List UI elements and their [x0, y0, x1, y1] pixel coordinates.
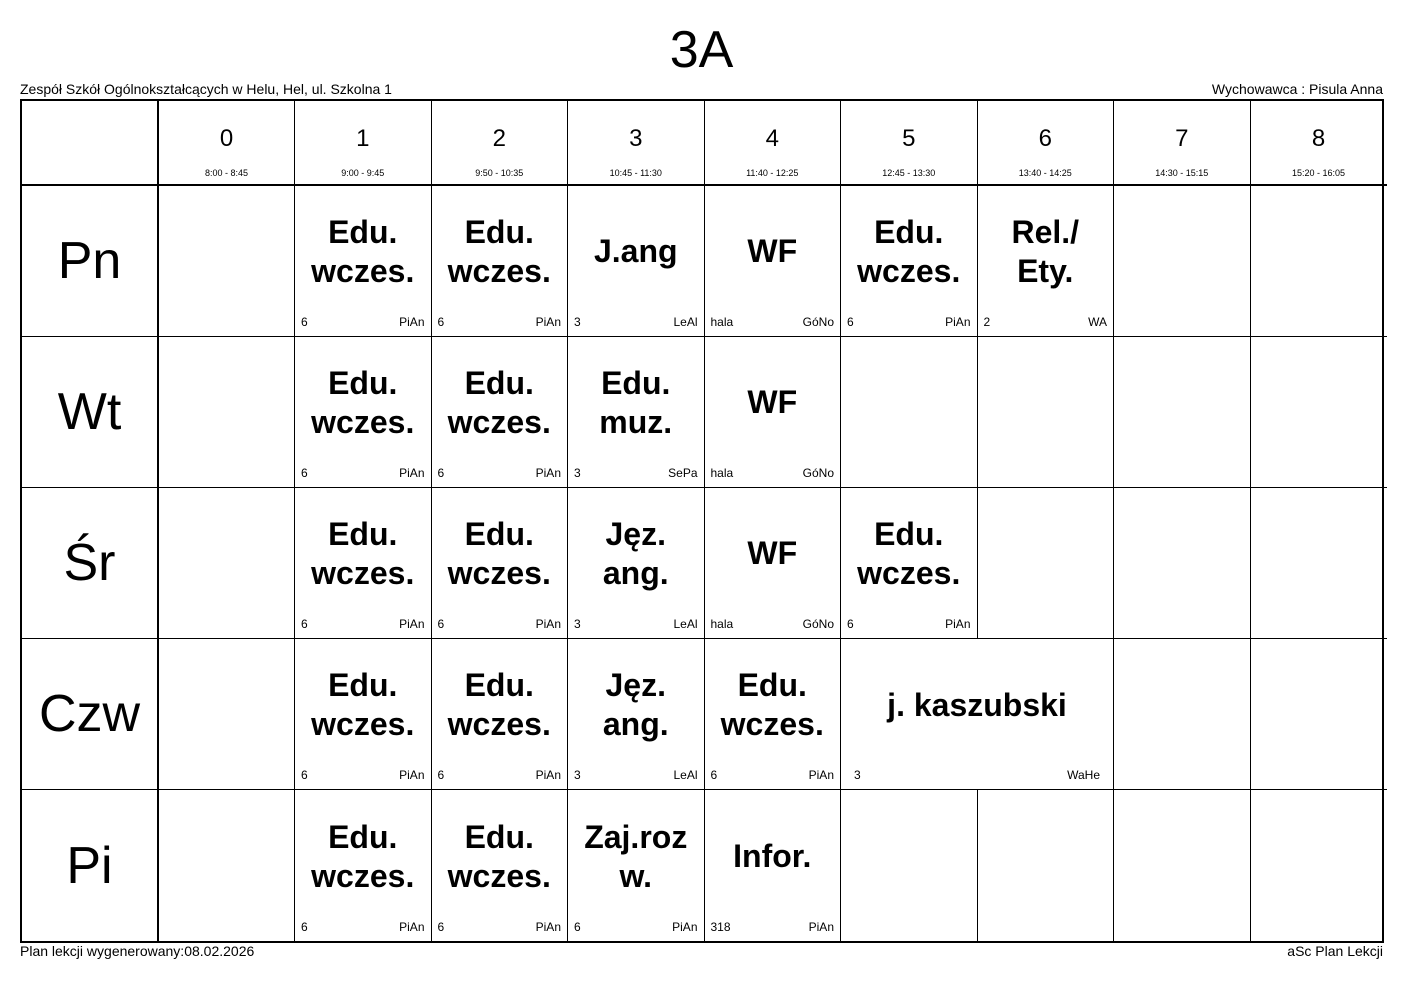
day-label: Pn [22, 185, 158, 336]
period-header [158, 101, 295, 185]
lesson-room: 3 [854, 768, 861, 783]
lesson-cell [431, 185, 568, 336]
lesson-subject: Edu. wczes. [857, 213, 961, 289]
lesson-teacher: LeAl [673, 617, 698, 632]
lesson-cell [704, 487, 841, 638]
period-time: 14:30 - 15:15 [1155, 168, 1209, 178]
lesson-subject: J.ang [593, 233, 678, 270]
lesson-cell [704, 336, 841, 487]
period-number: 5 [902, 125, 916, 152]
empty-slot [1250, 185, 1387, 336]
lesson-room: 3 [574, 314, 581, 329]
lesson-room: 6 [437, 768, 445, 783]
lesson-teacher: PiAn [535, 920, 561, 934]
empty-slot [977, 336, 1114, 487]
lesson-cell [568, 487, 705, 638]
lesson-subject: Edu. wczes. [311, 515, 415, 591]
day-label: Śr [22, 487, 158, 638]
lesson-cell [431, 639, 568, 790]
lesson-subject: Jęz. ang. [602, 515, 669, 591]
page-title: 3A [669, 21, 734, 79]
lesson-cell [431, 487, 568, 638]
lesson-subject: Edu. wczes. [720, 667, 824, 743]
period-number: 1 [356, 125, 370, 152]
lesson-teacher: WA [1088, 314, 1107, 329]
period-number: 4 [765, 125, 779, 152]
lesson-cell [295, 487, 432, 638]
lesson-teacher: PiAn [672, 920, 698, 934]
period-header [704, 101, 841, 185]
period-time: 15:20 - 16:05 [1291, 168, 1346, 178]
lesson-room: 6 [301, 617, 308, 632]
empty-slot [1250, 790, 1387, 941]
lesson-subject: WF [747, 384, 798, 421]
lesson-cell [295, 790, 432, 941]
lesson-subject: Jęz. ang. [602, 667, 669, 743]
lesson-teacher: PiAn [399, 465, 425, 480]
lesson-room: 6 [301, 314, 308, 329]
period-time: 8:00 - 8:45 [204, 168, 249, 178]
lesson-teacher: GóNo [802, 314, 834, 329]
empty-slot [841, 336, 978, 487]
lesson-subject: Infor. [733, 838, 812, 875]
lesson-cell [295, 336, 432, 487]
lesson-subject: Rel./ Ety. [1011, 213, 1080, 289]
lesson-cell [704, 185, 841, 336]
lesson-teacher: PiAn [808, 920, 834, 934]
lesson-teacher: SePa [668, 465, 698, 480]
generated-date: Plan lekcji wygenerowany:08.02.2026 [20, 943, 255, 959]
lesson-teacher: PiAn [535, 465, 561, 480]
lesson-cell [568, 790, 705, 941]
empty-slot [1250, 336, 1387, 487]
lesson-cell [841, 185, 978, 336]
lesson-cell [295, 185, 432, 336]
empty-slot [158, 790, 295, 941]
lesson-room: 6 [847, 617, 854, 632]
lesson-subject: Edu. wczes. [311, 818, 415, 894]
period-header [568, 101, 705, 185]
school-name: Zespół Szkół Ogólnokształcących w Helu, Hel, ul. Szkolna 1 [20, 81, 392, 97]
period-number: 7 [1175, 125, 1189, 152]
period-header [295, 101, 432, 185]
day-label: Wt [22, 336, 158, 487]
period-number: 0 [219, 125, 234, 152]
lesson-room: hala [710, 465, 734, 480]
lesson-teacher: WaHe [1067, 768, 1100, 783]
lesson-subject: Zaj.roz w. [584, 818, 688, 894]
empty-slot [1250, 487, 1387, 638]
lesson-teacher: LeAl [673, 314, 698, 329]
lesson-teacher: PiAn [399, 920, 425, 934]
period-time: 11:40 - 12:25 [746, 168, 799, 178]
timetable-grid [20, 99, 1384, 943]
lesson-subject: WF [747, 233, 798, 270]
lesson-cell [841, 639, 1114, 790]
period-header [1114, 101, 1251, 185]
day-label: Czw [22, 639, 158, 790]
lesson-teacher: GóNo [802, 617, 834, 632]
lesson-cell [568, 639, 705, 790]
timetable-table [22, 101, 1387, 941]
period-number: 3 [629, 125, 643, 152]
lesson-cell [841, 487, 978, 638]
period-time: 9:50 - 10:35 [475, 168, 524, 178]
corner-cell [22, 101, 158, 185]
lesson-subject: Edu. wczes. [447, 667, 551, 743]
lesson-teacher: PiAn [535, 617, 561, 632]
lesson-room: 6 [437, 920, 445, 934]
lesson-cell [295, 639, 432, 790]
lesson-cell [704, 790, 841, 941]
period-header [1250, 101, 1387, 185]
lesson-subject: Edu. wczes. [447, 818, 551, 894]
period-number: 6 [1038, 125, 1052, 152]
lesson-room: 6 [301, 768, 308, 783]
period-number: 2 [492, 125, 506, 152]
lesson-subject: Edu. muz. [599, 364, 673, 440]
lesson-teacher: PiAn [535, 314, 561, 329]
lesson-teacher: PiAn [945, 617, 971, 632]
software-name: aSc Plan Lekcji [1287, 943, 1383, 959]
lesson-cell [431, 790, 568, 941]
lesson-teacher: PiAn [399, 768, 425, 783]
lesson-subject: Edu. wczes. [311, 213, 415, 289]
empty-slot [1114, 639, 1251, 790]
empty-slot [977, 487, 1114, 638]
lesson-room: 6 [437, 617, 445, 632]
lesson-subject: j. kaszubski [887, 686, 1067, 723]
lesson-room: hala [710, 617, 734, 632]
lesson-teacher: PiAn [399, 617, 425, 632]
lesson-subject: Edu. wczes. [311, 364, 415, 440]
day-label: Pi [22, 790, 158, 941]
lesson-room: 3 [574, 768, 581, 783]
empty-slot [158, 639, 295, 790]
lesson-teacher: LeAl [673, 768, 698, 783]
empty-slot [1250, 639, 1387, 790]
lesson-room: 6 [574, 920, 581, 934]
period-number: 8 [1311, 125, 1326, 152]
lesson-cell [431, 336, 568, 487]
class-teacher: Wychowawca : Pisula Anna [1211, 81, 1383, 97]
lesson-subject: Edu. wczes. [311, 667, 415, 743]
empty-slot [158, 487, 295, 638]
lesson-teacher: PiAn [808, 768, 834, 783]
empty-slot [1114, 487, 1251, 638]
lesson-subject: Edu. wczes. [447, 364, 551, 440]
empty-slot [158, 185, 295, 336]
lesson-subject: Edu. wczes. [857, 515, 961, 591]
period-time: 12:45 - 13:30 [882, 168, 936, 178]
lesson-teacher: GóNo [802, 465, 834, 480]
period-header [841, 101, 978, 185]
lesson-room: 6 [437, 465, 445, 480]
lesson-room: hala [710, 314, 734, 329]
period-header [977, 101, 1114, 185]
lesson-cell [704, 639, 841, 790]
period-header [431, 101, 568, 185]
empty-slot [841, 790, 978, 941]
lesson-subject: WF [747, 535, 798, 572]
lesson-subject: Edu. wczes. [447, 213, 551, 289]
lesson-cell [568, 185, 705, 336]
period-time: 10:45 - 11:30 [609, 168, 662, 178]
lesson-subject: Edu. wczes. [447, 515, 551, 591]
lesson-cell [977, 185, 1114, 336]
lesson-teacher: PiAn [945, 314, 971, 329]
lesson-cell [568, 336, 705, 487]
lesson-room: 6 [301, 465, 308, 480]
lesson-room: 6 [437, 314, 445, 329]
empty-slot [1114, 336, 1251, 487]
lesson-room: 6 [710, 768, 718, 783]
lesson-room: 318 [710, 920, 731, 934]
empty-slot [1114, 790, 1251, 941]
lesson-teacher: PiAn [535, 768, 561, 783]
period-time: 13:40 - 14:25 [1018, 168, 1072, 178]
period-time: 9:00 - 9:45 [341, 168, 385, 178]
lesson-room: 6 [847, 314, 854, 329]
empty-slot [1114, 185, 1251, 336]
empty-slot [977, 790, 1114, 941]
lesson-teacher: PiAn [399, 314, 425, 329]
lesson-room: 6 [301, 920, 308, 934]
lesson-room: 3 [574, 465, 581, 480]
empty-slot [158, 336, 295, 487]
lesson-room: 3 [574, 617, 581, 632]
lesson-room: 2 [983, 314, 991, 329]
